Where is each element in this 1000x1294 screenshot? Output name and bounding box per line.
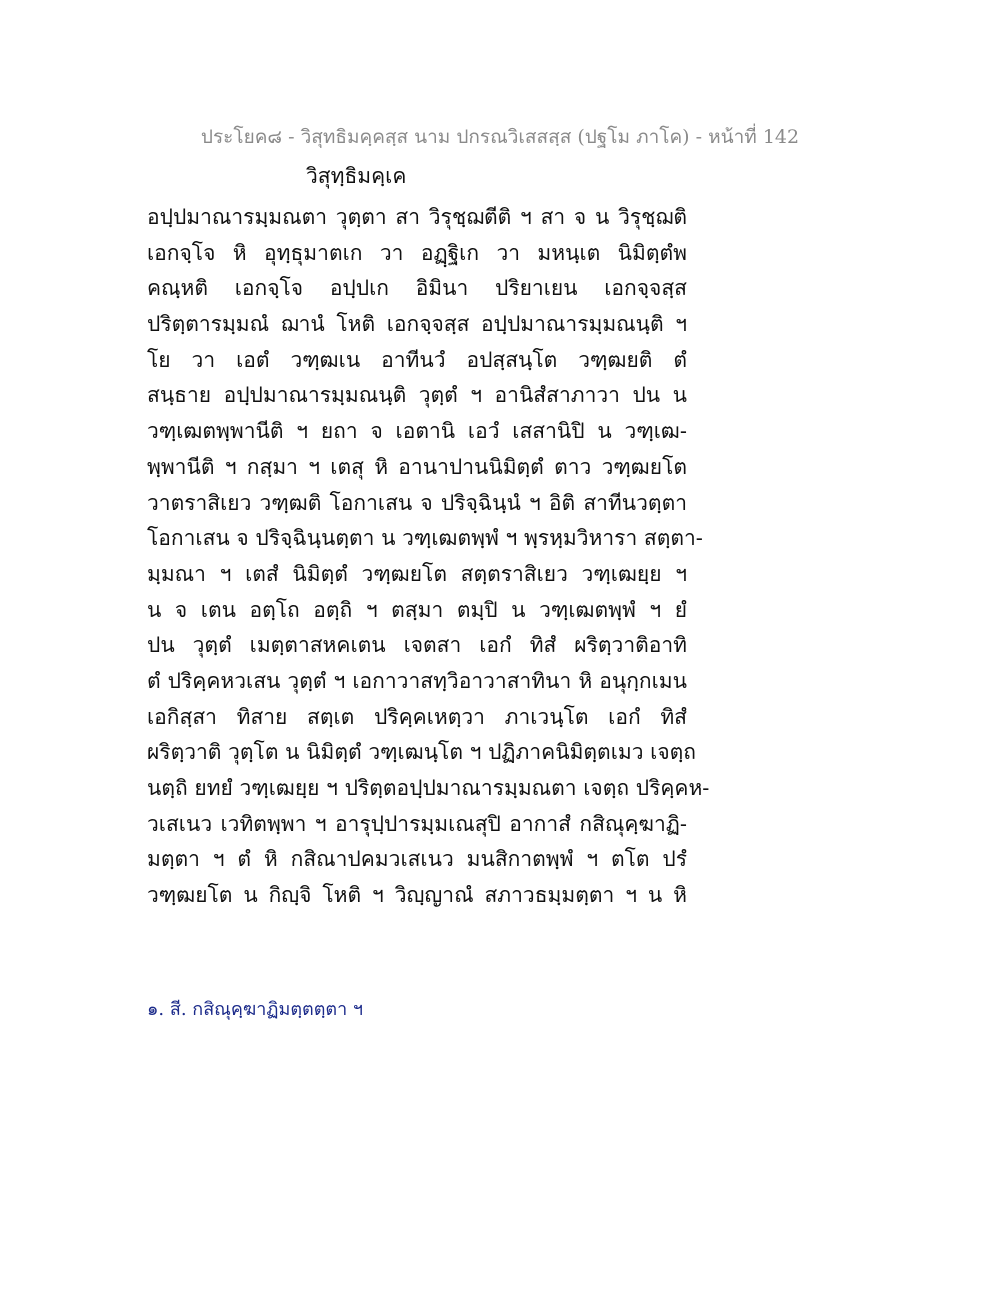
text-line: นตฺถิ ยทยํ วฑฺเฒยฺย ฯ ปริตฺตอปฺปมาณารมฺมณตา เจตฺถ ปริคฺคห- — [147, 776, 710, 800]
running-header: ประโยค๘ - วิสุทธิมคฺคสฺส นาม ปกรณวิเสสสฺส (ปฐโม ภาโค) - หน้าที่ 142 — [200, 126, 800, 148]
text-line: เอกิสฺสา ทิสาย สตฺเต ปริคฺคเหตฺวา ภาเวนฺโต เอกํ ทิสํ — [147, 704, 687, 729]
footnote: ๑. สี. กสิณุคฺฆาฏิมตฺตตฺตา ฯ — [147, 999, 364, 1020]
section-title: วิสุทฺธิมคฺเค — [306, 164, 407, 188]
text-line: พฺพานีติ ฯ กสฺมา ฯ เตสุ หิ อานาปานนิมิตฺตํ ตาว วฑฺฒยโต — [147, 454, 687, 479]
text-line: สนฺธาย อปฺปมาณารมฺมณนฺติ วุตฺตํ ฯ อานิสํสาภาวา ปน น — [147, 383, 687, 408]
text-line: โย วา เอตํ วฑฺฒเน อาทีนวํ อปสฺสนฺโต วฑฺฒยติ ตํ — [147, 347, 687, 372]
body-text — [147, 200, 710, 914]
text-line: โอกาเสน จ ปริจฺฉินฺนตฺตา น วฑฺเฒตพฺพํ ฯ พฺรหฺมวิหารา สตฺตา- — [147, 526, 703, 551]
text-line: เอกจฺโจ หิ อุทฺธุมาตเก วา อฏฺฐิเก วา มหนฺเต นิมิตฺตํพ — [147, 240, 687, 265]
text-line: วาตราสิเยว วฑฺฒติ โอกาเสน จ ปริจฺฉินฺนํ ฯ อิติ สาทีนวตฺตา — [147, 490, 687, 515]
text-line: ตํ ปริคฺคหวเสน วุตฺตํ ฯ เอกาวาสทฺวิอาวาสาทินา หิ อนุกฺกเมน — [147, 668, 687, 693]
text-line: วฑฺเฒตพฺพานีติ ฯ ยถา จ เอตานิ เอวํ เสสานิปิ น วฑฺเฒ- — [147, 419, 687, 444]
text-line: วฑฺฒยโต น กิญฺจิ โหติ ฯ วิญฺญาณํ สภาวธมฺมตฺตา ฯ น หิ — [147, 883, 687, 908]
text-line: วเสเนว เวทิตพฺพา ฯ อารุปฺปารมฺมเณสุปิ อากาสํ กสิณุคฺฆาฏิ- — [147, 811, 687, 836]
text-line: น จ เตน อตฺโถ อตฺถิ ฯ ตสฺมา ตมฺปิ น วฑฺเฒตพฺพํ ฯ ยํ — [147, 597, 687, 622]
text-line: มฺมณา ฯ เตสํ นิมิตฺตํ วฑฺฒยโต สตฺตราสิเยว วฑฺเฒยฺย ฯ — [147, 561, 687, 586]
text-line: ปน วุตฺตํ เมตฺตาสหคเตน เจตสา เอกํ ทิสํ ผริตฺวาติอาทิ — [147, 633, 687, 658]
text-line: มตฺตา ฯ ตํ หิ กสิณาปคมวเสเนว มนสิกาตพฺพํ ฯ ตโต ปรํ — [147, 847, 687, 872]
text-line: อปฺปมาณารมฺมณตา วุตฺตา สา วิรุชฺฌตีติ ฯ สา จ น วิรุชฺฌติ — [147, 205, 687, 229]
text-line: ปริตฺตารมฺมณํ ฌานํ โหติ เอกจฺจสฺส อปฺปมาณารมฺมณนฺติ ฯ — [147, 312, 687, 337]
text-line: คณฺหติ เอกจฺโจ อปฺปเก อิมินา ปริยาเยน เอกจฺจสฺส — [147, 276, 687, 301]
text-line: ผริตฺวาติ วุตฺโต น นิมิตฺตํ วฑฺเฒนฺโต ฯ ปฏิภาคนิมิตฺตเมว เจตฺถ — [147, 740, 697, 765]
